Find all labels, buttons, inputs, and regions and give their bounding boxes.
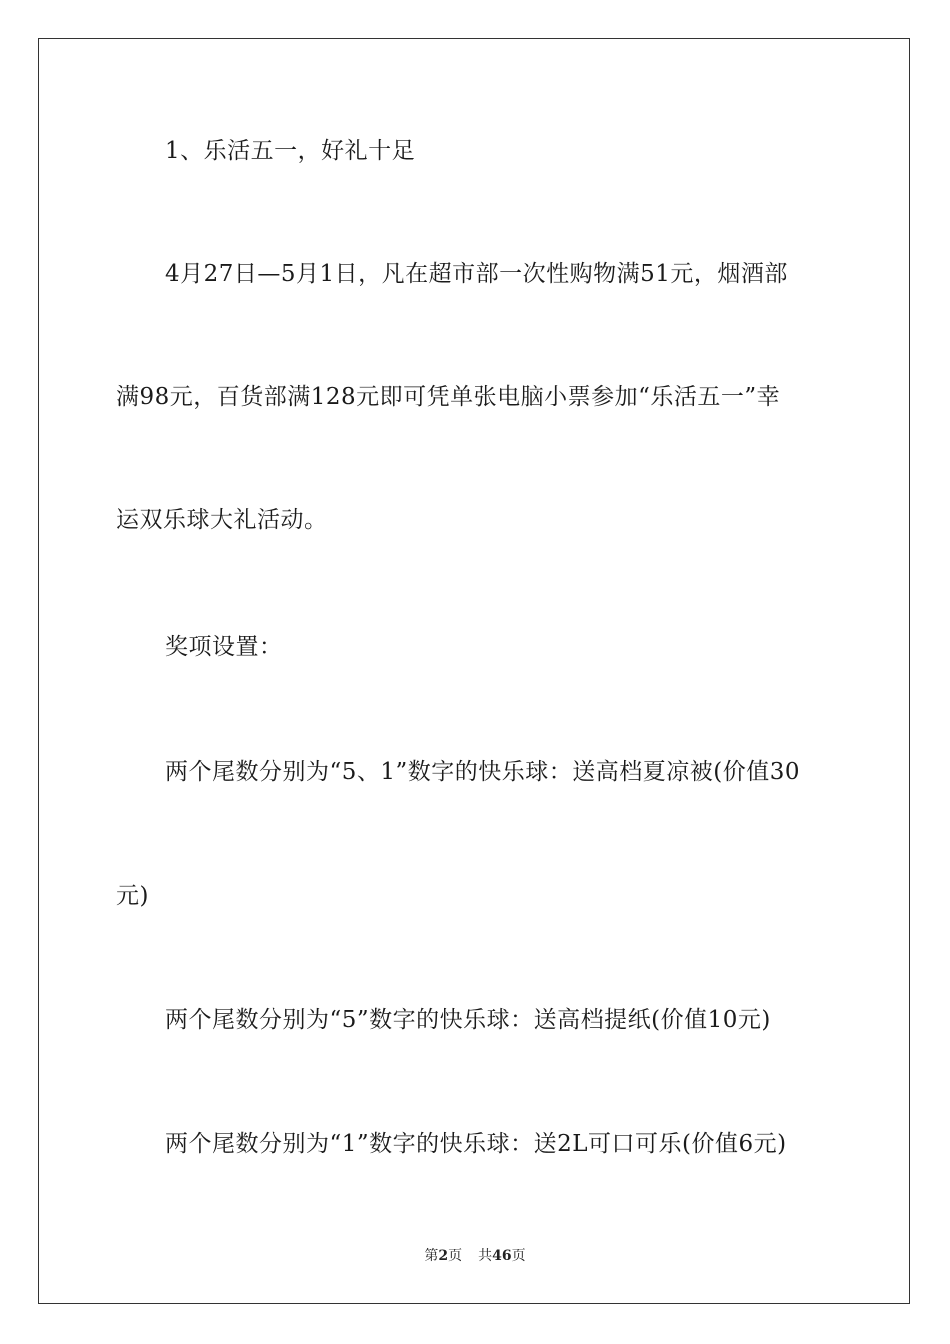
footer-page-suffix: 页: [448, 1248, 463, 1264]
footer-total-prefix: 共: [478, 1248, 493, 1264]
footer-total-suffix: 页: [511, 1248, 526, 1264]
prize-item-continued: 元): [116, 883, 149, 909]
page-footer: [0, 1246, 950, 1266]
prize-settings-heading: 奖项设置：: [165, 634, 283, 660]
paragraph-line: 4月27日—5月1日，凡在超市部一次性购物满51元，烟酒部: [165, 261, 788, 287]
paragraph-line: 运双乐球大礼活动。: [116, 507, 328, 533]
prize-item: 两个尾数分别为“5”数字的快乐球：送高档提纸(价值10元): [165, 1007, 771, 1033]
page-border: [38, 38, 910, 1304]
paragraph-line: 满98元，百货部满128元即可凭单张电脑小票参加“乐活五一”幸: [116, 384, 781, 410]
prize-item: 两个尾数分别为“5、1”数字的快乐球：送高档夏凉被(价值30: [165, 759, 801, 785]
footer-prefix: 第: [424, 1248, 439, 1264]
current-page-number: 2: [438, 1248, 449, 1264]
total-page-count: 46: [492, 1248, 512, 1264]
section-heading: 1、乐活五一，好礼十足: [165, 138, 416, 164]
prize-item: 两个尾数分别为“1”数字的快乐球：送2L可口可乐(价值6元): [165, 1131, 787, 1157]
